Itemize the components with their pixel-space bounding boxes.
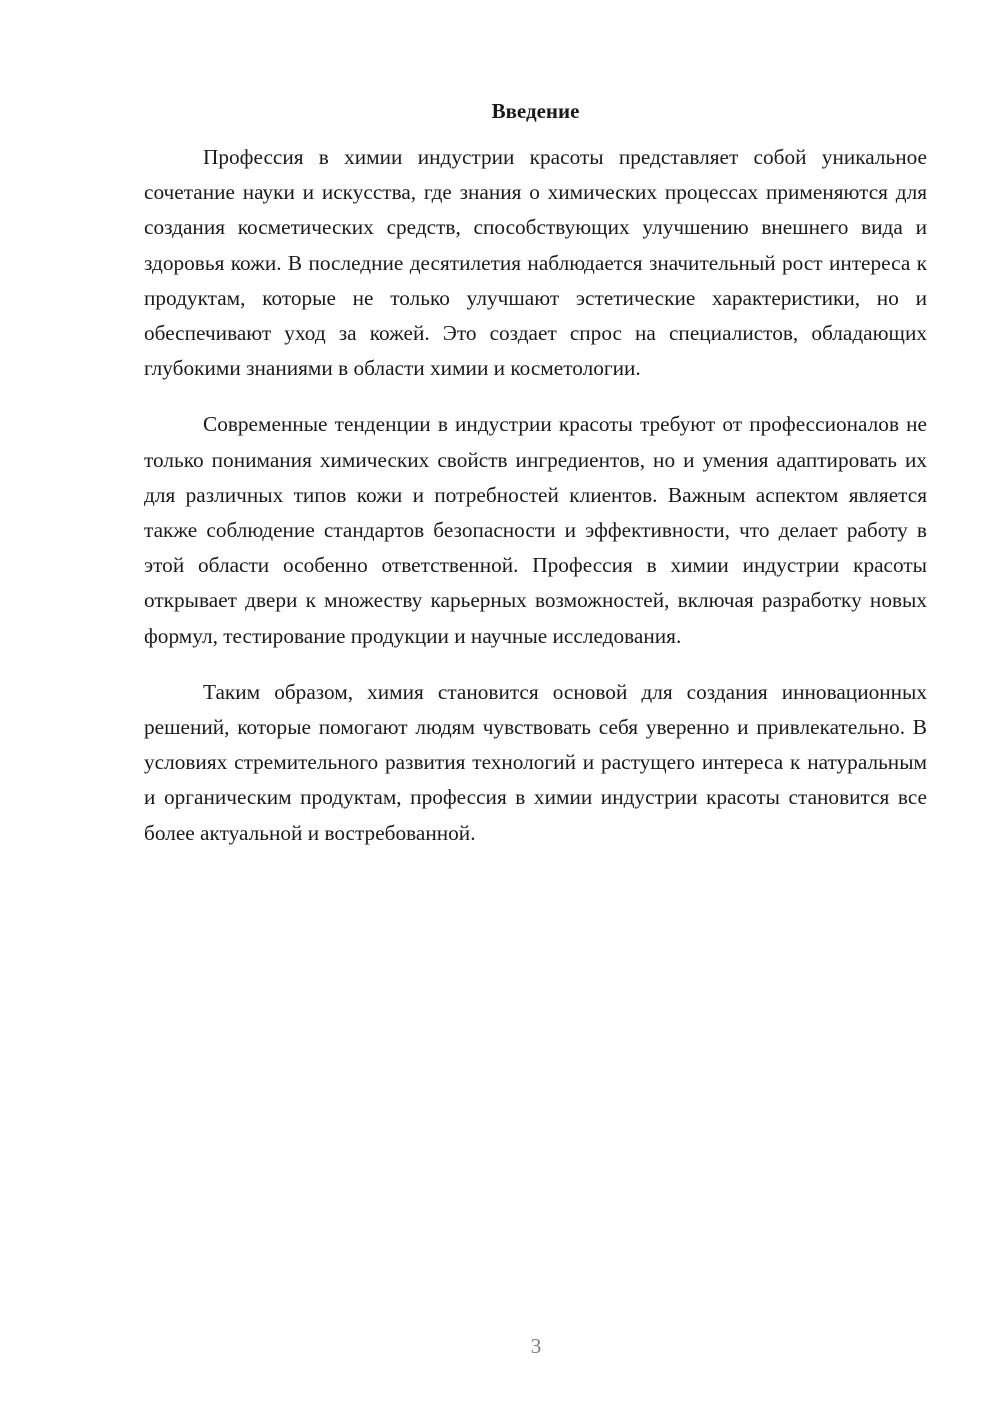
- paragraph-1: Профессия в химии индустрии красоты представляет собой уникальное сочетание науки и искусства, где знания о химических процессах применяются для создания косметических средств, способствующих улучшению внешнего вида и здоровья кожи. В последние десятилетия наблюдается значительный рост интереса к продуктам, которые не только улучшают эстетические характеристики, но и обеспечивают уход за кожей. Это создает спрос на специалистов, обладающих глубокими знаниями в области химии и косметологии.: [144, 145, 927, 381]
- page-number: 3: [530, 1334, 542, 1358]
- section-heading: Введение: [491, 99, 580, 123]
- paragraph-2: Современные тенденции в индустрии красоты требуют от профессионалов не только понимания химических свойств ингредиентов, но и умения адаптировать их для различных типов кожи и потребностей клиентов. Важным аспектом является также соблюдение стандартов безопасности и эффективности, что делает работу в этой области особенно ответственной. Профессия в химии индустрии красоты открывает двери к множеству карьерных возможностей, включая разработку новых формул, тестирование продукции и научные исследования.: [144, 412, 927, 648]
- paragraph-3: Таким образом, химия становится основой для создания инновационных решений, которые помогают людям чувствовать себя уверенно и привлекательно. В условиях стремительного развития технологий и растущего интереса к натуральным и органическим продуктам, профессия в химии индустрии красоты становится все более актуальной и востребованной.: [144, 679, 927, 845]
- page-content: [144, 96, 927, 872]
